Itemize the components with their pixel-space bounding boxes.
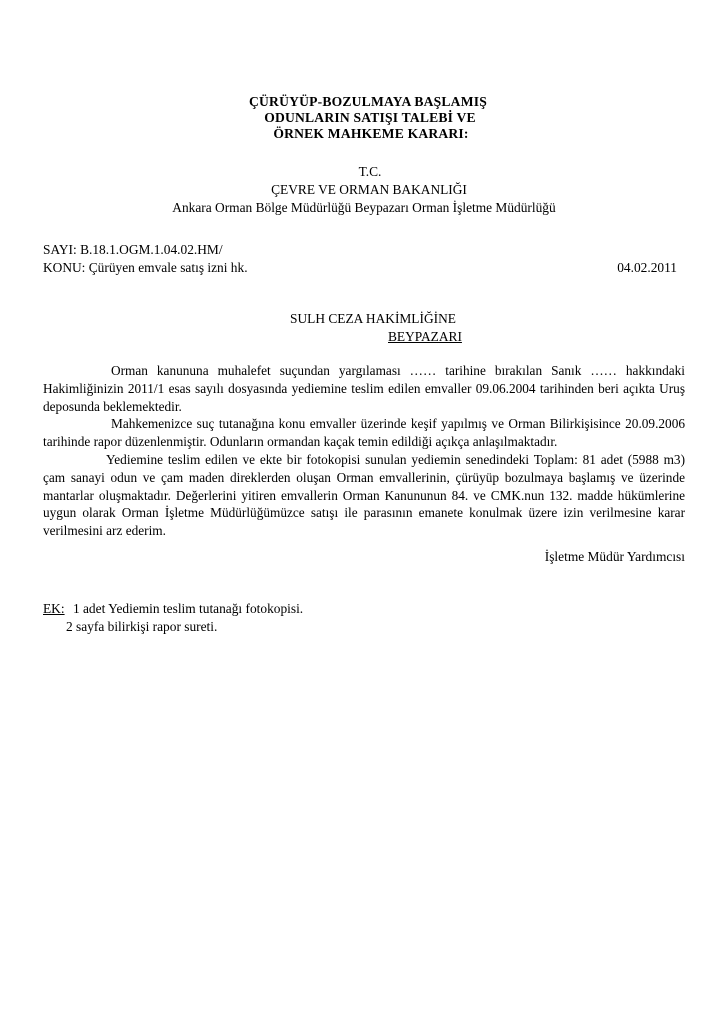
title-line-1: ÇÜRÜYÜP-BOZULMAYA BAŞLAMIŞ — [249, 94, 487, 109]
signature-title: İşletme Müdür Yardımcısı — [544, 549, 685, 564]
court-city: BEYPAZARI — [388, 329, 462, 344]
institution-header — [0, 163, 728, 217]
letter-body — [43, 362, 685, 540]
document-date: 04.02.2011 — [617, 260, 677, 275]
addressee-block — [0, 310, 728, 344]
konu-line: KONU: Çürüyen emvale satış izni hk. — [43, 260, 248, 275]
paragraph-1: Orman kanununa muhalefet suçundan yargılaması …… tarihine bırakılan Sanık …… hakkındaki Hakimliğinizin 2011/1 esas sayılı dosyasında yediemine teslim edilen emvaller 09.06.2004 tarihinden beri açıkta Uruş deposunda beklemektedir. — [43, 363, 685, 414]
paragraph-2: Mahkemenizce suç tutanağına konu emvaller üzerinde keşif yapılmış ve Orman Bilirkişisince 20.09.2006 tarihinde rapor düzenlenmiştir. Odunların ormandan kaçak temin edildiği açıkça anlaşılmaktadır. — [43, 416, 685, 450]
directorate-name: Ankara Orman Bölge Müdürlüğü Beypazarı Orman İşletme Müdürlüğü — [172, 200, 556, 215]
konu-row — [43, 259, 685, 277]
sayi-line: SAYI: B.18.1.OGM.1.04.02.HM/ — [43, 242, 223, 257]
attachments-label: EK: — [43, 601, 65, 616]
court-name: SULH CEZA HAKİMLİĞİNE — [290, 311, 456, 326]
title-line-3: ÖRNEK MAHKEME KARARI: — [273, 126, 469, 141]
attachments-block — [43, 600, 683, 636]
title-line-2: ODUNLARIN SATIŞI TALEBİ VE — [264, 110, 476, 125]
paragraph-3: Yediemine teslim edilen ve ekte bir fotokopisi sunulan yediemin senedindeki Toplam: 81 adet (5988 m3) çam sanayi odun ve çam maden direklerden oluşan Orman emvallerinin, çürüyüp bozulmaya başlamış ve üzerinde mantarlar oluşmaktadır. Değerlerini yitiren emvallerin Orman Kanununun 84. ve CMK.nun 132. madde hükümlerine uygun olarak Orman İşletme Müdürlüğümüzce satışı ile parasının emanete konulmak üzere izin verilmesine karar verilmesini arz ederim. — [43, 451, 685, 539]
attachment-item-1: 1 adet Yediemin teslim tutanağı fotokopisi. — [72, 601, 304, 616]
reference-block — [43, 241, 685, 277]
tc-label: T.C. — [358, 164, 382, 179]
attachment-row-1 — [43, 600, 683, 618]
document-title — [0, 94, 728, 142]
ministry-name: ÇEVRE VE ORMAN BAKANLIĞI — [271, 182, 467, 197]
attachment-item-2: 2 sayfa bilirkişi rapor sureti. — [66, 619, 218, 634]
